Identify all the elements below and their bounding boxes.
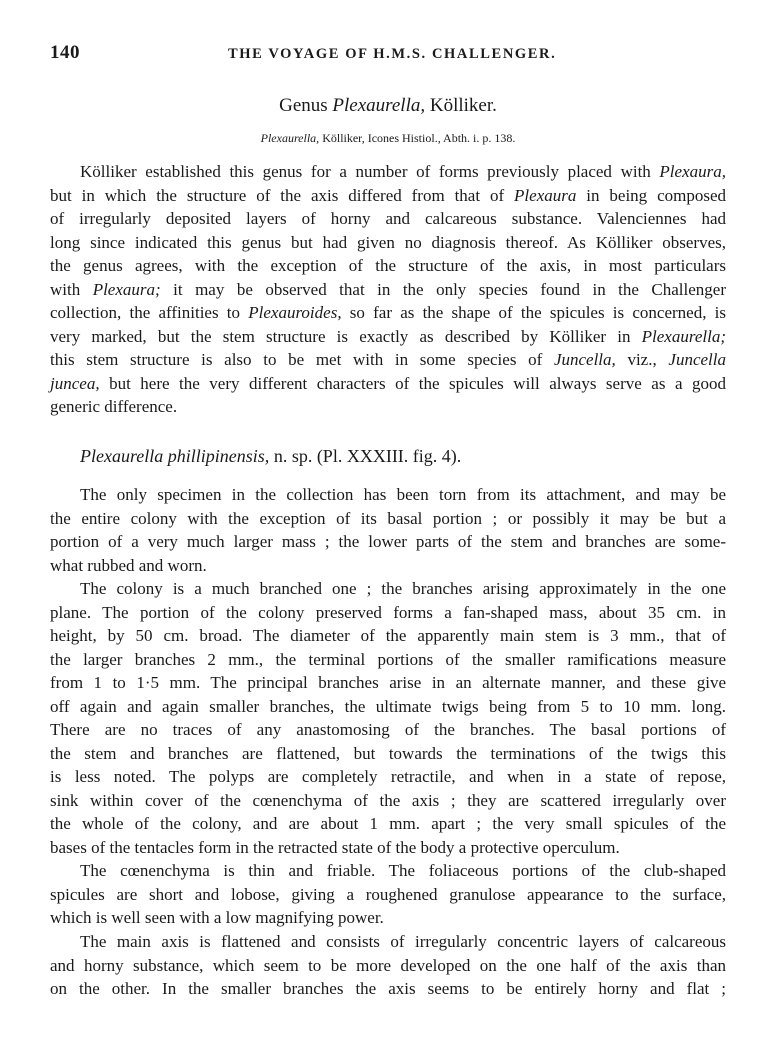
text-run: but in which the structure of the axis differed from that of xyxy=(50,185,515,205)
text-run: of irregularly deposited layers of horny and calcareous substance. Valenciennes had xyxy=(50,209,726,228)
text-run: spicules are short and lobose, giving a roughened granulose appearance to the surface, xyxy=(50,884,726,904)
text-line xyxy=(50,184,726,208)
species-heading xyxy=(80,446,461,467)
text-run: plane. The portion of the colony preserved forms a fan-shaped mass, about 35 cm. in xyxy=(50,602,726,622)
text-line xyxy=(50,695,726,719)
text-run: portion of a very much larger mass ; the lower parts of the stem and branches are some- xyxy=(50,532,726,551)
text-line xyxy=(50,507,726,531)
text-run: The main axis is flattened and consists of irregularly concentric layers of calcareous xyxy=(80,932,726,951)
text-run: the entire colony with the exception of its basal portion ; or possibly it may be but a xyxy=(50,508,726,528)
text-run: it may be observed that in the only species found in the Challenger xyxy=(160,279,726,299)
text-run: The only specimen in the collection has been torn from its attachment, and may be xyxy=(80,485,726,504)
text-line xyxy=(50,883,726,907)
text-run: collection, the affinities to xyxy=(50,303,249,322)
genus-prefix: Genus xyxy=(279,95,328,116)
text-run: so far as the shape of the spicules is concerned, is xyxy=(341,303,727,322)
text-line xyxy=(50,906,726,930)
genus-ref-name: Plexaurella, xyxy=(260,131,320,145)
italic-taxon: Plexaura xyxy=(514,185,577,205)
text-run: The colony is a much branched one ; the branches arising approximately in the one xyxy=(80,579,726,598)
text-run: sink within cover of the cœnenchyma of the axis ; they are scattered irregularly over xyxy=(50,790,726,810)
italic-taxon: Plexaurella; xyxy=(641,326,726,346)
genus-heading xyxy=(0,95,776,117)
text-run: Kölliker established this genus for a number of forms previously placed with xyxy=(80,162,660,181)
text-line xyxy=(50,231,726,255)
text-line xyxy=(50,648,726,672)
species-paragraph xyxy=(50,859,726,930)
italic-taxon: Plexaura, xyxy=(659,162,726,181)
italic-taxon: Juncella, xyxy=(553,350,616,369)
text-line xyxy=(50,325,726,349)
text-run: height, by 50 cm. broad. The diameter of the apparently main stem is 3 mm., that of xyxy=(50,626,726,645)
species-name: Plexaurella phillipinensis, xyxy=(80,446,270,466)
species-paragraph xyxy=(50,930,726,1001)
running-head xyxy=(50,42,726,68)
italic-taxon: Plexauroides, xyxy=(248,303,342,322)
text-line xyxy=(50,577,726,601)
species-paragraph xyxy=(50,483,726,577)
text-line xyxy=(50,718,726,742)
genus-author: Kölliker. xyxy=(429,95,497,116)
text-line xyxy=(50,836,726,860)
text-line xyxy=(50,348,726,372)
text-run: in being composed xyxy=(576,185,726,205)
text-run: viz., xyxy=(615,350,669,369)
genus-description-paragraph xyxy=(50,160,726,419)
italic-taxon: Juncella xyxy=(668,350,726,369)
text-run: with xyxy=(50,279,93,299)
text-line xyxy=(50,160,726,184)
text-run: this stem structure is also to be met with in some species of xyxy=(50,350,554,369)
text-line xyxy=(50,789,726,813)
text-line xyxy=(50,254,726,278)
text-run: There are no traces of any anastomosing of the branches. The basal portions of xyxy=(50,720,726,739)
text-run: generic difference. xyxy=(50,397,178,416)
text-run: long since indicated this genus but had given no diagnosis thereof. As Kölliker observes, xyxy=(50,232,726,252)
text-run: on the other. In the smaller branches the axis seems to be entirely horny and flat ; xyxy=(50,979,726,998)
text-line xyxy=(50,624,726,648)
genus-reference xyxy=(0,131,776,146)
text-run: very marked, but the stem structure is exactly as described by Kölliker in xyxy=(50,326,642,346)
text-line xyxy=(50,671,726,695)
text-run: the genus agrees, with the exception of the structure of the axis, in most particulars xyxy=(50,256,726,275)
species-paragraph xyxy=(50,577,726,859)
text-line xyxy=(50,207,726,231)
italic-taxon: juncea, xyxy=(50,373,100,393)
text-line xyxy=(50,954,726,978)
text-run: the whole of the colony, and are about 1 mm. apart ; the very small spicules of the xyxy=(50,814,726,833)
text-run: but here the very different characters of the spicules will always serve as a good xyxy=(99,373,726,393)
page-number: 140 xyxy=(50,42,80,63)
text-line xyxy=(50,742,726,766)
text-run: the larger branches 2 mm., the terminal portions of the smaller ramifications measure xyxy=(50,649,726,669)
text-line xyxy=(50,977,726,1001)
text-line xyxy=(50,395,726,419)
text-line xyxy=(50,554,726,578)
text-run: which is well seen with a low magnifying power. xyxy=(50,908,384,927)
italic-taxon: Plexaura; xyxy=(92,279,161,299)
text-run: and horny substance, which seem to be more developed on the one half of the axis than xyxy=(50,955,726,975)
text-line xyxy=(50,372,726,396)
text-run: what rubbed and worn. xyxy=(50,555,207,575)
running-title: THE VOYAGE OF H.M.S. CHALLENGER. xyxy=(228,46,557,62)
genus-name: Plexaurella, xyxy=(332,95,426,116)
species-reference: n. sp. (Pl. XXXIII. fig. 4). xyxy=(273,446,462,466)
text-line xyxy=(50,601,726,625)
text-line xyxy=(50,278,726,302)
text-line xyxy=(50,765,726,789)
text-run: The cœnenchyma is thin and friable. The foliaceous portions of the club-shaped xyxy=(80,861,726,880)
text-line xyxy=(50,530,726,554)
text-run: the stem and branches are flattened, but towards the terminations of the twigs this xyxy=(50,743,726,763)
text-run: off again and again smaller branches, the ultimate twigs being from 5 to 10 mm. long. xyxy=(50,696,726,716)
text-line xyxy=(50,483,726,507)
text-line xyxy=(50,930,726,954)
text-run: from 1 to 1·5 mm. The principal branches arise in an alternate manner, and these give xyxy=(50,673,726,692)
text-line xyxy=(50,301,726,325)
genus-ref-citation: Kölliker, Icones Histiol., Abth. i. p. 138. xyxy=(322,131,516,145)
text-line xyxy=(50,812,726,836)
text-run: bases of the tentacles form in the retracted state of the body a protective operculum. xyxy=(50,837,620,857)
text-run: is less noted. The polyps are completely retractile, and when in a state of repose, xyxy=(50,767,726,786)
text-line xyxy=(50,859,726,883)
